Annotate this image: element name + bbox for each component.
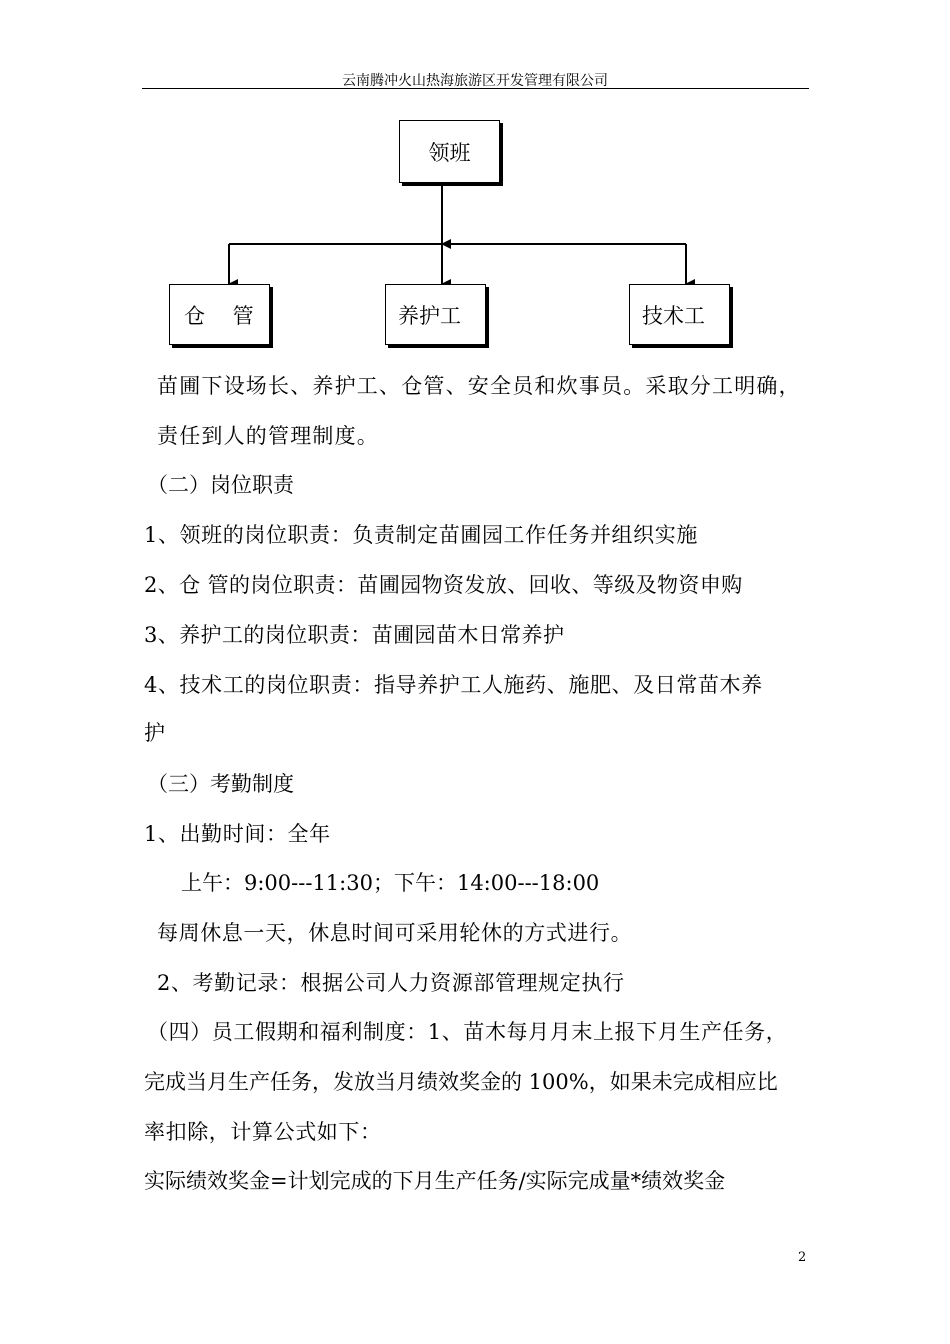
org-box-team-leader <box>399 120 500 183</box>
page-number: 2 <box>798 1250 807 1265</box>
org-box-label: 仓 管 <box>184 303 254 328</box>
paragraph-line: 2、仓 管的岗位职责：苗圃园物资发放、回收、等级及物资申购 <box>144 573 743 597</box>
paragraph-line: 实际绩效奖金=计划完成的下月生产任务/实际完成量*绩效奖金 <box>144 1169 726 1193</box>
org-box-maintenance-worker <box>385 284 486 345</box>
paragraph-line: 上午：9:00---11:30；下午：14:00---18:00 <box>181 871 600 895</box>
paragraph-line: 3、养护工的岗位职责：苗圃园苗木日常养护 <box>144 623 565 647</box>
paragraph-line: 1、出勤时间：全年 <box>144 822 331 846</box>
paragraph-line: 苗圃下设场长、养护工、仓管、安全员和炊事员。采取分工明确， <box>157 374 801 398</box>
page-header: 云南腾冲火山热海旅游区开发管理有限公司 <box>342 73 608 89</box>
paragraph-line: 完成当月生产任务，发放当月绩效奖金的 100%，如果未完成相应比 <box>144 1070 778 1094</box>
org-box-label: 领班 <box>428 140 471 165</box>
section-heading: （二）岗位职责 <box>147 473 294 497</box>
section-heading: （四）员工假期和福利制度：1、苗木每月月末上报下月生产任务， <box>147 1020 788 1044</box>
paragraph-line: 责任到人的管理制度。 <box>157 424 379 448</box>
paragraph-line: 率扣除，计算公式如下： <box>144 1120 382 1144</box>
org-box-label: 技术工 <box>642 303 705 328</box>
paragraph-line: 4、技术工的岗位职责：指导养护工人施药、施肥、及日常苗木养 <box>144 673 763 697</box>
org-box-label: 养护工 <box>398 303 461 328</box>
org-box-warehouse-keeper <box>169 284 270 345</box>
section-heading: （三）考勤制度 <box>147 772 294 796</box>
paragraph-line: 1、领班的岗位职责：负责制定苗圃园工作任务并组织实施 <box>144 523 698 547</box>
paragraph-line: 每周休息一天，休息时间可采用轮休的方式进行。 <box>157 921 633 945</box>
paragraph-line: 2、考勤记录：根据公司人力资源部管理规定执行 <box>157 971 625 995</box>
paragraph-line: 护 <box>144 721 165 745</box>
org-box-technician <box>629 284 730 345</box>
